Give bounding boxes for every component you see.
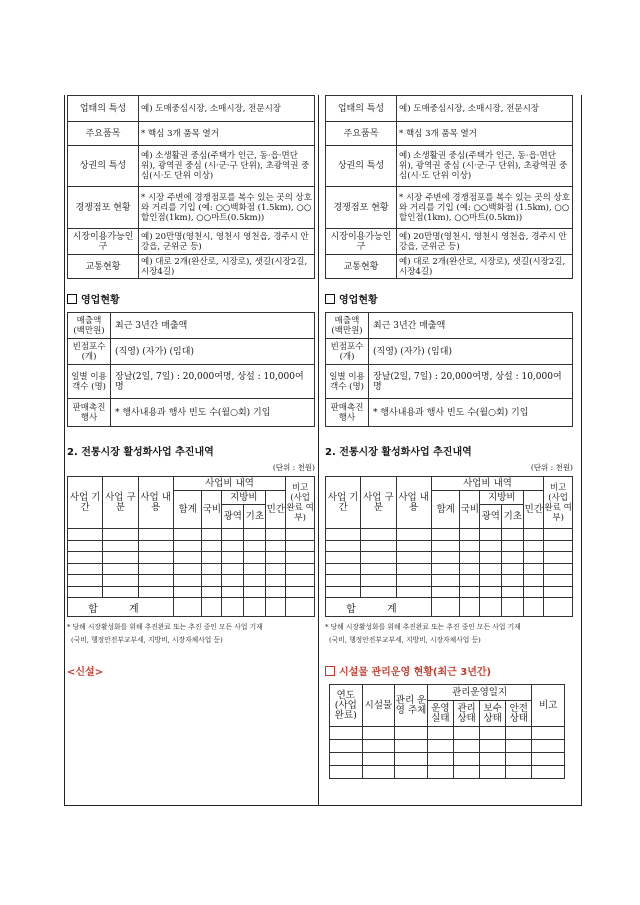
table-row <box>326 529 573 541</box>
info-value: * 핵심 3개 품목 열거 <box>139 122 315 146</box>
sales-label: 일별 이용객수 (명) <box>68 365 111 399</box>
header-national: 국비 <box>202 491 222 529</box>
header-operation: 운영 실태 <box>427 701 453 727</box>
left-column <box>67 95 315 678</box>
info-label: 교통현황 <box>68 255 139 279</box>
sales-table <box>67 312 315 427</box>
info-value: 예) 도매중심시장, 소매시장, 전문시장 <box>139 96 315 122</box>
table-row <box>326 552 573 564</box>
sales-value: 최근 3년간 매출액 <box>111 313 315 339</box>
sales-label: 매출액 (백만원) <box>68 313 111 339</box>
sales-label: 판매촉진 행사 <box>326 399 369 427</box>
project-title: 2. 전통시장 활성화사업 추진내역 <box>67 447 214 458</box>
sales-value: 장날(2일, 7일) : 20,000여명, 상설 : 10,000여명 <box>369 365 573 399</box>
header-national: 국비 <box>460 491 480 529</box>
table-row <box>68 529 315 541</box>
column-divider <box>318 95 319 805</box>
table-row <box>330 740 565 753</box>
header-remark: 비고 <box>532 685 565 727</box>
project-note <box>325 621 573 647</box>
right-column <box>325 95 573 779</box>
unit-label: (단위 : 천원) <box>272 463 315 472</box>
sales-label: 매출액 (백만원) <box>326 313 369 339</box>
square-icon <box>325 294 335 304</box>
info-label: 상권의 특성 <box>326 146 397 187</box>
info-value: 예) 20만명(영천시, 영천시 영천읍, 경주시 안강읍, 군위군 등) <box>139 229 315 255</box>
sales-value: * 행사내용과 행사 빈도 수(월○회) 기입 <box>111 399 315 427</box>
table-row <box>68 563 315 575</box>
sales-value: (직영) (자가) (임대) <box>111 339 315 365</box>
header-basic: 기초 <box>244 505 266 529</box>
table-row <box>326 586 573 598</box>
header-private: 민간 <box>524 491 544 529</box>
project-table <box>325 476 573 617</box>
header-content: 사업 내용 <box>396 477 431 529</box>
header-local: 지방비 <box>480 491 524 505</box>
sum-label: 합 계 <box>68 598 174 617</box>
unit-label: (단위 : 천원) <box>530 463 573 472</box>
header-period: 사업 기간 <box>326 477 361 529</box>
project-title: 2. 전통시장 활성화사업 추진내역 <box>325 447 472 458</box>
facility-section-title <box>325 663 573 678</box>
new-label: <신설> <box>67 667 104 678</box>
header-management: 관리 상태 <box>453 701 479 727</box>
table-row <box>68 575 315 587</box>
sales-value: * 행사내용과 행사 빈도 수(월○회) 기입 <box>369 399 573 427</box>
header-category: 사업 구분 <box>103 477 138 529</box>
note-line-2: (국비, 행정안전부교부세, 지방비, 시장자체사업 등) <box>329 636 481 644</box>
sales-label: 빈점포수 (개) <box>68 339 111 365</box>
table-row <box>330 727 565 740</box>
info-label: 업태의 특성 <box>68 96 139 122</box>
sales-label: 빈점포수 (개) <box>326 339 369 365</box>
table-row <box>326 575 573 587</box>
info-label: 주요품목 <box>326 122 397 146</box>
table-row <box>326 563 573 575</box>
project-note <box>67 621 315 647</box>
header-metro: 광역 <box>222 505 244 529</box>
header-remark: 비고 (사업 완료 여부) <box>544 477 573 529</box>
info-value: 예) 소생활권 중심(주택가 인근, 동·읍·면단위), 광역권 중심 (시·군·구 단위), 초광역권 중심(시·도 단위 이상) <box>397 146 573 187</box>
info-value: 예) 도매중심시장, 소매시장, 전문시장 <box>397 96 573 122</box>
header-facility: 시설물 <box>362 685 395 727</box>
sales-label: 일별 이용객수 (명) <box>326 365 369 399</box>
info-label: 업태의 특성 <box>326 96 397 122</box>
header-log: 관리운영일지 <box>427 685 531 701</box>
header-total: 합계 <box>173 491 202 529</box>
info-value: 예) 20만명(영천시, 영천시 영천읍, 경주시 안강읍, 군위군 등) <box>397 229 573 255</box>
sales-value: 장날(2일, 7일) : 20,000여명, 상설 : 10,000여명 <box>111 365 315 399</box>
header-safety: 안전 상태 <box>506 701 532 727</box>
header-total: 합계 <box>431 491 460 529</box>
header-local: 지방비 <box>222 491 266 505</box>
table-row <box>68 552 315 564</box>
header-period: 사업 기간 <box>68 477 103 529</box>
header-maintenance: 보수 상태 <box>480 701 506 727</box>
info-label: 교통현황 <box>326 255 397 279</box>
header-remark: 비고 (사업 완료 여부) <box>286 477 315 529</box>
note-line-2: (국비, 행정안전부교부세, 지방비, 시장자체사업 등) <box>71 636 223 644</box>
info-value: 예) 소생활권 중심(주택가 인근, 동·읍·면단위), 광역권 중심 (시·군·구 단위), 초광역권 중심(시·도 단위 이상) <box>139 146 315 187</box>
header-basic: 기초 <box>502 505 524 529</box>
sales-label: 판매촉진 행사 <box>68 399 111 427</box>
square-icon <box>325 666 335 676</box>
sales-title-text: 영업현황 <box>339 295 378 306</box>
table-row <box>68 586 315 598</box>
facility-table <box>329 684 565 779</box>
header-cost: 사업비 내역 <box>173 477 285 491</box>
market-info-table <box>67 95 315 279</box>
sum-label: 합 계 <box>326 598 432 617</box>
header-year: 연도 (사업 완료) <box>330 685 363 727</box>
info-label: 시장이용가능인구 <box>68 229 139 255</box>
note-line-1: * 당해 시장활성화를 위해 추진완료 또는 추진 중인 모든 사업 기재 <box>325 623 521 631</box>
info-label: 시장이용가능인구 <box>326 229 397 255</box>
note-line-1: * 당해 시장활성화를 위해 추진완료 또는 추진 중인 모든 사업 기재 <box>67 623 263 631</box>
market-info-table <box>325 95 573 279</box>
info-value: * 시장 주변에 경쟁점포를 복수 있는 곳의 상호와 거리를 기입 (예: ○○백화점 (1.5km), ○○할인점(1km), ○○마트(0.5km)) <box>397 187 573 229</box>
sales-section-title <box>325 291 573 306</box>
info-label: 경쟁점포 현황 <box>68 187 139 229</box>
info-value: 예) 대로 2개(완산로, 시장로), 샛길(시장2길, 시장4길) <box>139 255 315 279</box>
header-private: 민간 <box>266 491 286 529</box>
project-table <box>67 476 315 617</box>
square-icon <box>67 294 77 304</box>
table-row <box>68 540 315 552</box>
table-row <box>330 753 565 766</box>
table-row <box>330 766 565 779</box>
header-operator: 관리 운영 주체 <box>395 685 428 727</box>
sales-table <box>325 312 573 427</box>
table-row <box>326 540 573 552</box>
header-content: 사업 내용 <box>138 477 173 529</box>
info-label: 경쟁점포 현황 <box>326 187 397 229</box>
header-metro: 광역 <box>480 505 502 529</box>
sales-value: (직영) (자가) (임대) <box>369 339 573 365</box>
sales-value: 최근 3년간 매출액 <box>369 313 573 339</box>
info-label: 주요품목 <box>68 122 139 146</box>
sales-section-title <box>67 291 315 306</box>
info-value: * 시장 주변에 경쟁점포를 복수 있는 곳의 상호와 거리를 기입 (예: ○○백화점 (1.5km), ○○할인점(1km), ○○마트(0.5km)) <box>139 187 315 229</box>
info-label: 상권의 특성 <box>68 146 139 187</box>
header-cost: 사업비 내역 <box>431 477 543 491</box>
info-value: * 핵심 3개 품목 열거 <box>397 122 573 146</box>
sales-title-text: 영업현황 <box>81 295 120 306</box>
header-category: 사업 구분 <box>361 477 396 529</box>
facility-title-text: 시설물 관리운영 현황(최근 3년간) <box>339 667 492 678</box>
info-value: 예) 대로 2개(완산로, 시장로), 샛길(시장2길, 시장4길) <box>397 255 573 279</box>
